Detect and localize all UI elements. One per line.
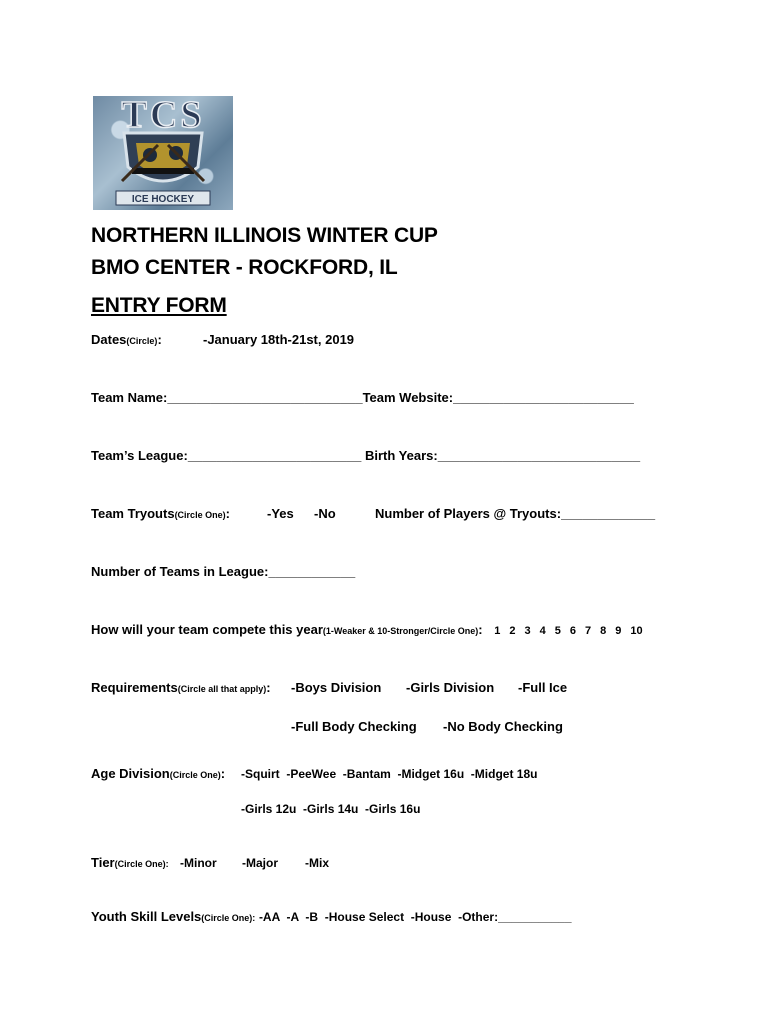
- tier-major-option[interactable]: -Major: [242, 856, 278, 870]
- logo-letters: TCS: [121, 95, 205, 136]
- compete-scale: [490, 625, 642, 637]
- requirements-label-group: [91, 680, 271, 695]
- tier-label: Tier: [91, 855, 115, 870]
- birth-years-blank[interactable]: ____________________________: [437, 448, 641, 463]
- compete-colon: :: [478, 622, 483, 637]
- team-name-blank[interactable]: ___________________________: [167, 390, 363, 405]
- compete-scale-1[interactable]: 1: [494, 625, 501, 637]
- compete-scale-7[interactable]: 7: [585, 625, 592, 637]
- requirements-colon: :: [266, 680, 271, 695]
- team-website-label: Team Website:: [362, 390, 454, 405]
- compete-scale-9[interactable]: 9: [615, 625, 622, 637]
- tier-mix-option[interactable]: -Mix: [305, 856, 329, 870]
- tier-minor-option[interactable]: -Minor: [180, 856, 217, 870]
- req-full-body-checking[interactable]: -Full Body Checking: [291, 719, 417, 734]
- tryouts-label: Team Tryouts: [91, 506, 175, 521]
- tcs-ice-hockey-logo: [92, 95, 234, 211]
- age-division-colon: :: [220, 766, 226, 781]
- skill-levels-row: [91, 909, 572, 924]
- tryouts-no-option[interactable]: -No: [314, 506, 336, 521]
- logo-subtext: ICE HOCKEY: [131, 194, 195, 205]
- requirements-note: (Circle all that apply): [177, 684, 267, 694]
- tryouts-note: (Circle One): [174, 510, 226, 520]
- req-no-body-checking[interactable]: -No Body Checking: [443, 719, 563, 734]
- req-full-ice[interactable]: -Full Ice: [518, 680, 568, 695]
- tier-label-group: [91, 855, 169, 870]
- requirements-label: Requirements: [91, 680, 178, 695]
- event-title: NORTHERN ILLINOIS WINTER CUP: [91, 224, 438, 247]
- compete-scale-8[interactable]: 8: [600, 625, 607, 637]
- req-boys-division[interactable]: -Boys Division: [291, 680, 382, 695]
- age-division-label-group: [91, 766, 225, 781]
- players-at-tryouts-blank[interactable]: _____________: [561, 506, 656, 521]
- tryouts-colon: :: [225, 506, 230, 521]
- team-name-label: Team Name:: [91, 390, 168, 405]
- teams-in-league-label: Number of Teams in League:: [91, 564, 269, 579]
- league-blank[interactable]: ________________________: [187, 448, 362, 463]
- event-location: BMO CENTER - ROCKFORD, IL: [91, 256, 398, 279]
- teams-in-league-blank[interactable]: ____________: [268, 564, 356, 579]
- compete-scale-6[interactable]: 6: [569, 625, 577, 637]
- age-division-options-line2[interactable]: -Girls 12u -Girls 14u -Girls 16u: [241, 802, 421, 816]
- compete-scale-3[interactable]: 3: [524, 625, 531, 637]
- skill-levels-options[interactable]: -AA -A -B -House Select -House -Other:: [258, 910, 499, 924]
- compete-label: How will your team compete this year: [91, 622, 323, 637]
- league-label: Team’s League:: [91, 448, 188, 463]
- age-division-label: Age Division: [91, 766, 170, 781]
- tryouts-label-group: [91, 506, 230, 521]
- compete-scale-4[interactable]: 4: [539, 625, 546, 637]
- logo-graphic: [92, 95, 234, 211]
- skill-levels-note: (Circle One):: [201, 913, 256, 923]
- team-website-blank[interactable]: _________________________: [453, 390, 634, 405]
- dates-row: [91, 332, 162, 347]
- dates-value[interactable]: -January 18th-21st, 2019: [203, 332, 355, 347]
- compete-scale-2[interactable]: 2: [509, 625, 516, 637]
- league-row: [91, 448, 640, 463]
- compete-scale-5[interactable]: 5: [554, 625, 561, 637]
- dates-colon: :: [157, 332, 162, 347]
- birth-years-label: Birth Years:: [361, 448, 438, 463]
- tier-note: (Circle One):: [114, 859, 169, 869]
- tryouts-yes-option[interactable]: -Yes: [267, 506, 294, 521]
- compete-scale-10[interactable]: 10: [630, 625, 643, 637]
- team-name-row: [91, 390, 634, 405]
- skill-other-blank[interactable]: ___________: [498, 910, 572, 924]
- form-title: ENTRY FORM: [91, 294, 227, 317]
- dates-note: (Circle): [126, 336, 158, 346]
- age-division-options-line1[interactable]: -Squirt -PeeWee -Bantam -Midget 16u -Midget 18u: [241, 767, 538, 781]
- compete-note: (1-Weaker & 10-Stronger/Circle One): [322, 626, 479, 636]
- players-at-tryouts-label: Number of Players @ Tryouts:: [375, 506, 562, 521]
- req-girls-division[interactable]: -Girls Division: [406, 680, 495, 695]
- dates-label: Dates: [91, 332, 127, 347]
- age-division-note: (Circle One): [169, 770, 221, 780]
- players-at-tryouts-row: [375, 506, 655, 521]
- compete-row: [91, 622, 643, 637]
- skill-levels-label: Youth Skill Levels: [91, 909, 202, 924]
- teams-in-league-row: [91, 564, 355, 579]
